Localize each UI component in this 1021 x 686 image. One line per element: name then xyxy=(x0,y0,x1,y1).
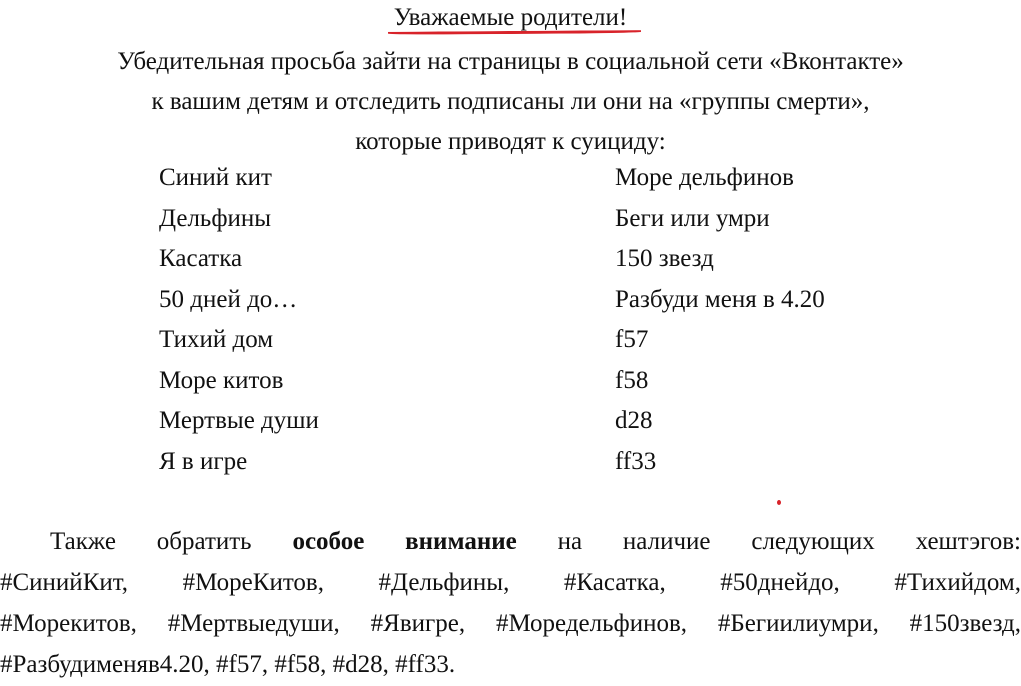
list-item xyxy=(159,239,959,280)
list-item xyxy=(159,158,959,199)
word: наличие xyxy=(622,528,711,555)
list-item xyxy=(159,401,959,442)
list-item xyxy=(159,442,959,483)
group-name-left: Мертвые души xyxy=(159,407,319,434)
group-name-right: ff33 xyxy=(615,447,657,475)
paragraph-line xyxy=(0,644,1021,685)
hashtag: #50днейдо, xyxy=(720,569,840,596)
group-name-right: d28 xyxy=(615,407,653,434)
list-item xyxy=(159,361,959,402)
hashtag: #Бегиилиумри, xyxy=(717,610,879,637)
hashtag: #Морекитов, xyxy=(0,610,137,637)
hashtag-line: #Разбудименяв4.20, #f57, #f58, #d28, #ff33. xyxy=(0,651,456,678)
group-name-left: 50 дней до… xyxy=(159,285,298,313)
hashtag: #Дельфины, xyxy=(378,569,510,596)
intro-line: к вашим детям и отследить подписаны ли они на «группы смерти», xyxy=(151,88,870,115)
group-name-right: 150 звезд xyxy=(615,245,714,272)
intro-text xyxy=(0,42,1021,162)
hashtag: #Мертвыедуши, xyxy=(167,610,340,637)
group-name-right: Беги или умри xyxy=(615,204,770,232)
word: следующих xyxy=(751,528,875,555)
hashtag: #СинийКит, xyxy=(0,569,129,596)
emphasis-word: внимание xyxy=(405,528,517,555)
hashtag: #Касатка, xyxy=(563,569,666,596)
list-item xyxy=(159,280,959,321)
hashtag: #150звезд, xyxy=(909,610,1021,637)
group-name-left: Море китов xyxy=(159,366,284,394)
heading-label: Уважаемые родители! xyxy=(393,4,628,31)
group-name-left: Тихий дом xyxy=(159,326,274,353)
group-name-left: Дельфины xyxy=(159,204,272,232)
paragraph-line xyxy=(0,521,1021,562)
list-item xyxy=(159,320,959,361)
paragraph-line xyxy=(0,562,1021,603)
red-dot xyxy=(777,500,781,505)
heading xyxy=(0,2,1021,34)
emphasis-word: особое xyxy=(292,528,365,555)
hashtag: #Моредельфинов, xyxy=(495,610,688,637)
heading-text xyxy=(394,2,627,34)
groups-list xyxy=(159,158,959,482)
hashtag: #Тихийдом, xyxy=(894,569,1021,596)
intro-line: которые приводят к суициду: xyxy=(355,128,666,155)
group-name-left: Я в игре xyxy=(159,447,248,475)
word: обратить xyxy=(156,528,252,555)
intro-line: Убедительная просьба зайти на страницы в социальной сети «Вконтакте» xyxy=(117,48,904,75)
word: Также xyxy=(50,528,116,555)
hashtag: #Явигре, xyxy=(370,610,466,637)
group-name-right: f57 xyxy=(615,326,649,353)
word: хештэгов: xyxy=(915,528,1021,555)
group-name-left: Касатка xyxy=(159,245,243,272)
group-name-left: Синий кит xyxy=(159,164,272,191)
group-name-right: f58 xyxy=(615,366,649,394)
hashtag: #МореКитов, xyxy=(182,569,324,596)
paragraph-line xyxy=(0,603,1021,644)
hashtags-paragraph xyxy=(0,521,1021,685)
list-item xyxy=(159,199,959,240)
word: на xyxy=(557,528,583,555)
group-name-right: Море дельфинов xyxy=(615,164,794,191)
group-name-right: Разбуди меня в 4.20 xyxy=(615,285,825,313)
red-underline xyxy=(388,30,641,35)
